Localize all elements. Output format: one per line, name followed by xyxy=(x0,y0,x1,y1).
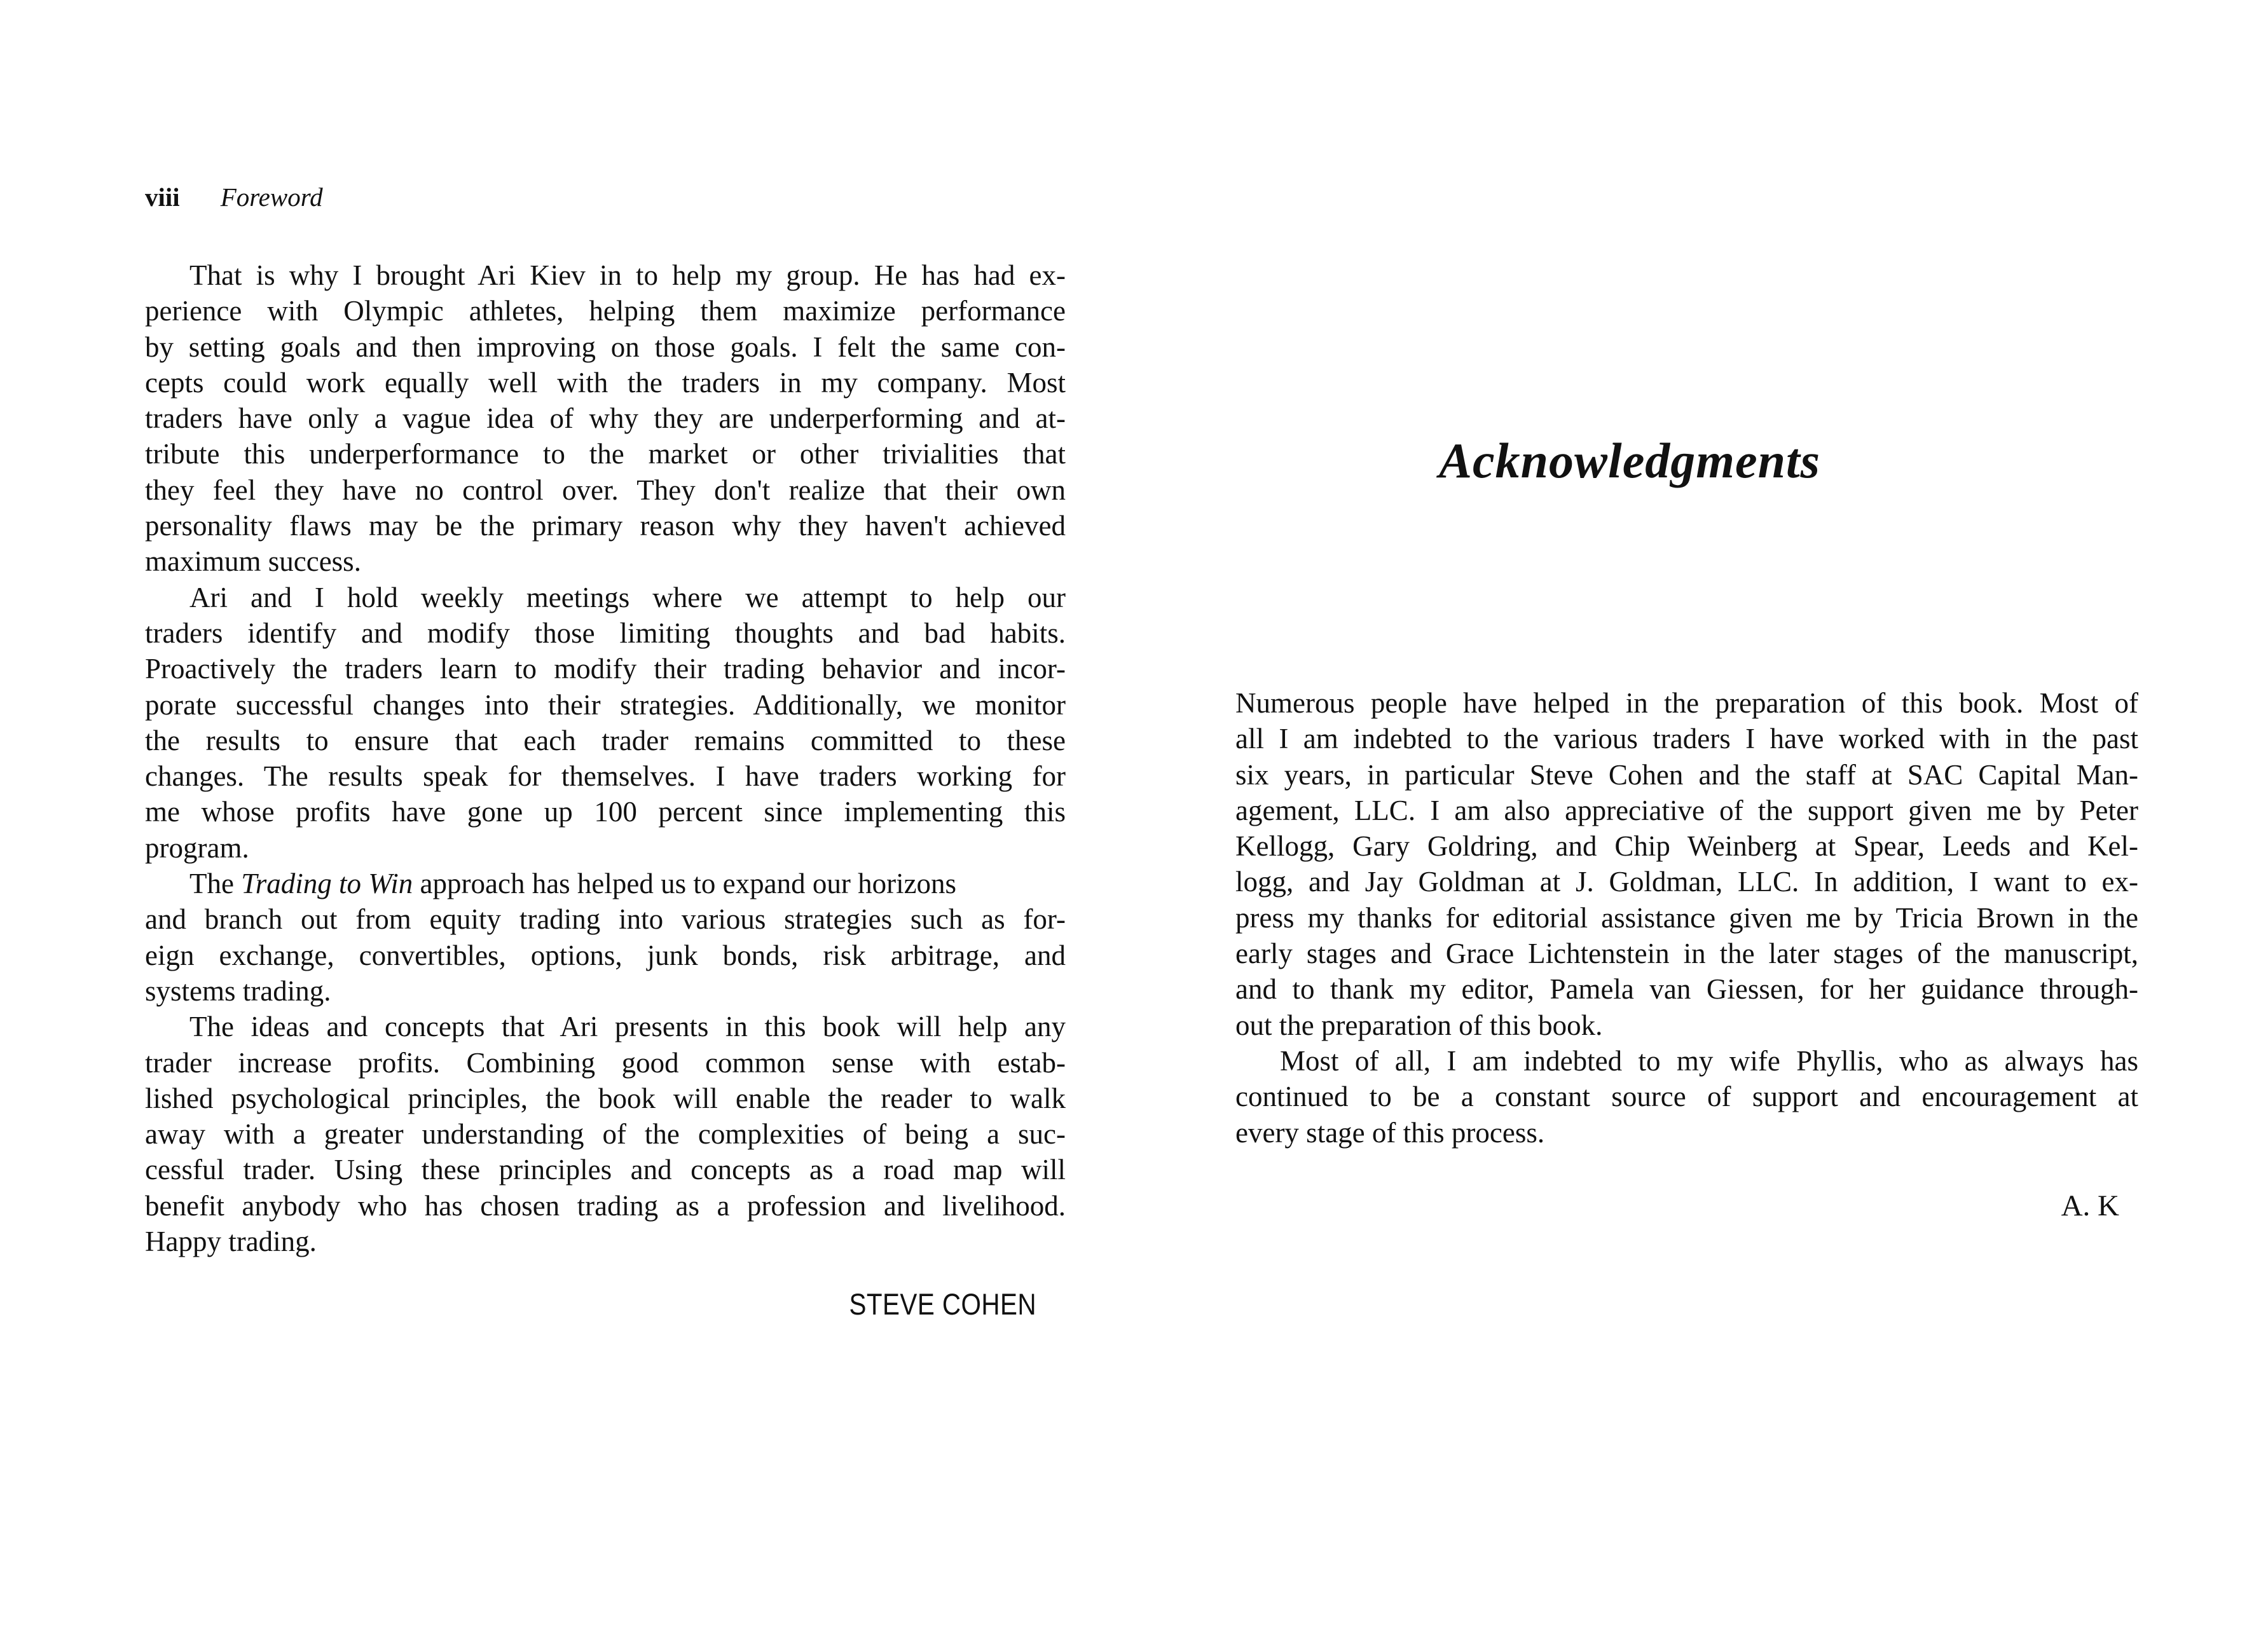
text-line: trader increase profits. Combining good common sense with estab- xyxy=(145,1046,1066,1079)
text-line: logg, and Jay Goldman at J. Goldman, LLC. In addition, I want to ex- xyxy=(1235,866,2138,898)
text-line: systems trading. xyxy=(145,974,331,1007)
text-line: personality flaws may be the primary reason why they haven't achieved xyxy=(145,510,1066,542)
text-line: agement, LLC. I am also appreciative of the support given me by Peter xyxy=(1235,794,2138,826)
text-line: traders identify and modify those limiting thoughts and bad habits. xyxy=(145,617,1066,649)
right-page xyxy=(1134,0,2268,1626)
text-line: Kellogg, Gary Goldring, and Chip Weinberg at Spear, Leeds and Kel- xyxy=(1235,830,2138,863)
text-line: and branch out from equity trading into various strategies such as for- xyxy=(145,903,1066,936)
book-title: Trading to Win xyxy=(241,868,413,900)
text-line: traders have only a vague idea of why they are underperforming and at- xyxy=(145,402,1066,435)
text-line: all I am indebted to the various traders I have worked with in the past xyxy=(1235,723,2138,755)
text-line: Ari and I hold weekly meetings where we attempt to help our xyxy=(189,581,1066,613)
acknowledgments-text xyxy=(1235,685,2138,1151)
text-line: they feel they have no control over. They don't realize that their own xyxy=(145,474,1066,506)
acknowledgments-signature: A. K xyxy=(2061,1189,2119,1222)
page-title: Acknowledgments xyxy=(1438,433,1821,488)
text-line: six years, in particular Steve Cohen and the staff at SAC Capital Man- xyxy=(1235,758,2138,791)
text-line: every stage of this process. xyxy=(1235,1116,1545,1149)
text-fragment: The xyxy=(189,868,234,900)
text-line: porate successful changes into their strategies. Additionally, we monitor xyxy=(145,688,1066,721)
text-line: tribute this underperformance to the market or other trivialities that xyxy=(145,438,1066,470)
text-line: lished psychological principles, the book will enable the reader to walk xyxy=(145,1082,1066,1114)
running-head-title: Foreword xyxy=(220,182,323,212)
text-line: continued to be a constant source of support and encouragement at xyxy=(1235,1081,2138,1113)
running-head xyxy=(145,179,323,215)
text-line: benefit anybody who has chosen trading as a profession and livelihood. xyxy=(145,1189,1066,1222)
text-line: That is why I brought Ari Kiev in to help my group. He has had ex- xyxy=(189,259,1066,291)
text-line: cessful trader. Using these principles and concepts as a road map will xyxy=(145,1154,1066,1186)
text-line: me whose profits have gone up 100 percent since implementing this xyxy=(145,796,1066,828)
text-line: Proactively the traders learn to modify their trading behavior and incor- xyxy=(145,653,1066,685)
text-line: The ideas and concepts that Ari presents in this book will help any xyxy=(189,1011,1066,1043)
text-line: program. xyxy=(145,831,249,864)
text-line: changes. The results speak for themselves. I have traders working for xyxy=(145,760,1066,793)
text-line xyxy=(145,866,1066,901)
text-line: cepts could work equally well with the traders in my company. Most xyxy=(145,366,1066,399)
text-line: Most of all, I am indebted to my wife Phyllis, who as always has xyxy=(1280,1044,2138,1077)
text-line: by setting goals and then improving on those goals. I felt the same con- xyxy=(145,331,1066,363)
text-line: eign exchange, convertibles, options, junk bonds, risk arbitrage, and xyxy=(145,939,1066,971)
text-line: out the preparation of this book. xyxy=(1235,1009,1603,1041)
text-line: maximum success. xyxy=(145,545,361,578)
text-line: the results to ensure that each trader remains committed to these xyxy=(145,724,1066,756)
foreword-text xyxy=(145,257,1066,1259)
text-line: perience with Olympic athletes, helping them maximize performance xyxy=(145,295,1066,327)
foreword-signature: STEVE COHEN xyxy=(849,1287,1036,1321)
text-line: away with a greater understanding of the complexities of being a suc- xyxy=(145,1118,1066,1151)
text-line: and to thank my editor, Pamela van Giessen, for her guidance through- xyxy=(1235,973,2138,1006)
text-line: Happy trading. xyxy=(145,1226,317,1258)
text-line: early stages and Grace Lichtenstein in the later stages of the manuscript, xyxy=(1235,938,2138,970)
text-fragment: approach has helped us to expand our horizons xyxy=(420,868,957,900)
text-line: press my thanks for editorial assistance given me by Tricia Brown in the xyxy=(1235,901,2138,934)
text-line: Numerous people have helped in the preparation of this book. Most of xyxy=(1235,687,2138,719)
page-number: viii xyxy=(145,182,180,212)
